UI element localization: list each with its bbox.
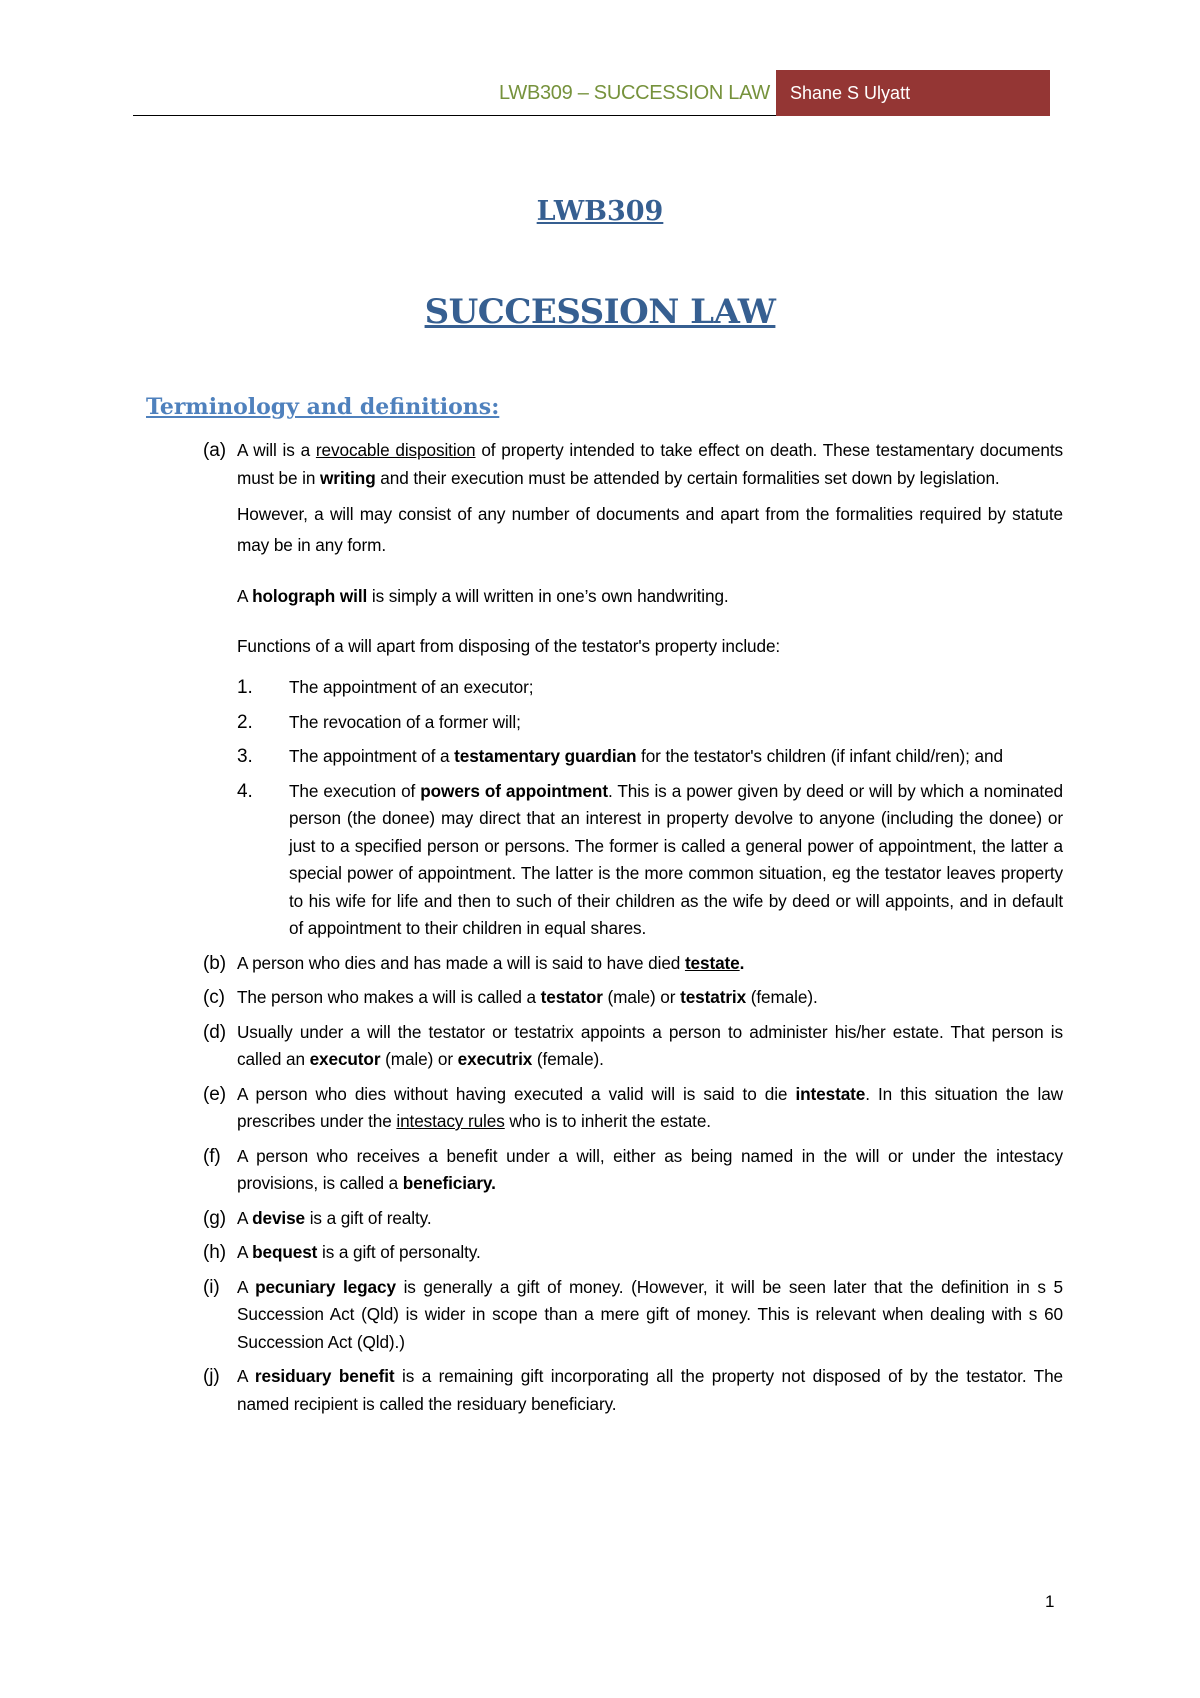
item-text: A will is a revocable disposition of property intended to take effect on death. These testamentary documents must be in writing and their execution must be attended by certain formalities set down by legislation. bbox=[237, 440, 1063, 488]
section-heading: Terminology and definitions: bbox=[146, 394, 500, 420]
item-label: (a) bbox=[203, 440, 226, 461]
definition-item-b: (b) A person who dies and has made a will is said to have died testate. bbox=[203, 952, 745, 974]
definition-item-f: (f) A person who receives a benefit under a will, either as being named in the will or under the intestacy provisions, is called a beneficiary. bbox=[203, 1145, 1063, 1193]
document-body bbox=[203, 437, 1063, 1425]
definition-item-h: (h) A bequest is a gift of personalty. bbox=[203, 1242, 481, 1263]
functions-list bbox=[237, 674, 1063, 943]
definition-item-i: (i) A pecuniary legacy is generally a gift of money. (However, it will be seen later that the definition in s 5 Succession Act (Qld) is wider in scope than a mere gift of money. This is relevant when dealing with s 60 Succession Act (Qld).) bbox=[203, 1276, 1063, 1352]
definition-item-c: (c) The person who makes a will is called a testator (male) or testatrix (female). bbox=[203, 987, 818, 1008]
document-subtitle: SUCCESSION LAW bbox=[424, 292, 776, 332]
header-author-box: Shane S Ulyatt bbox=[776, 70, 1050, 116]
list-item: 1. The appointment of an executor; bbox=[237, 677, 534, 698]
list-item: 2. The revocation of a former will; bbox=[237, 711, 521, 733]
page-number: 1 bbox=[1045, 1592, 1055, 1611]
definition-item-j: (j) A residuary benefit is a remaining gift incorporating all the property not disposed of by the testator. The named recipient is called the residuary beneficiary. bbox=[203, 1366, 1063, 1414]
definition-item-g: (g) A devise is a gift of realty. bbox=[203, 1207, 432, 1229]
paragraph-functions-intro: Functions of a will apart from disposing of the testator's property include: bbox=[237, 635, 781, 656]
definition-item-e: (e) A person who dies without having executed a valid will is said to die intestate. In this situation the law prescribes under the intestacy rules who is to inherit the estate. bbox=[203, 1083, 1063, 1131]
document-title: LWB309 bbox=[536, 196, 664, 227]
paragraph-holograph: A holograph will is simply a will written in one’s own handwriting. bbox=[237, 586, 729, 606]
header-course-title: LWB309 – SUCCESSION LAW bbox=[499, 82, 770, 104]
definition-item-a bbox=[203, 437, 1063, 492]
definition-item-d: (d) Usually under a will the testator or testatrix appoints a person to administer his/her estate. That person is called an executor (male) or executrix (female). bbox=[203, 1021, 1063, 1069]
list-item: 4. The execution of powers of appointment. This is a power given by deed or will by which a nominated person (the donee) may direct that an interest in property devolve to anyone (including the donee) or just to a specified person or persons. The former is called a general power of appointment, the latter a special power of appointment. The latter is the more common situation, eg the testator leaves property to his wife for life and then to such of their children as the wife by deed or will appoints, and in default of appointment to their children in equal shares. bbox=[237, 780, 1064, 938]
list-item: 3. The appointment of a testamentary guardian for the testator's children (if infant child/ren); and bbox=[237, 746, 1003, 767]
paragraph-form: However, a will may consist of any number of documents and apart from the formalities required by statute may be in any form. bbox=[237, 504, 1063, 555]
header-rule bbox=[133, 115, 776, 116]
